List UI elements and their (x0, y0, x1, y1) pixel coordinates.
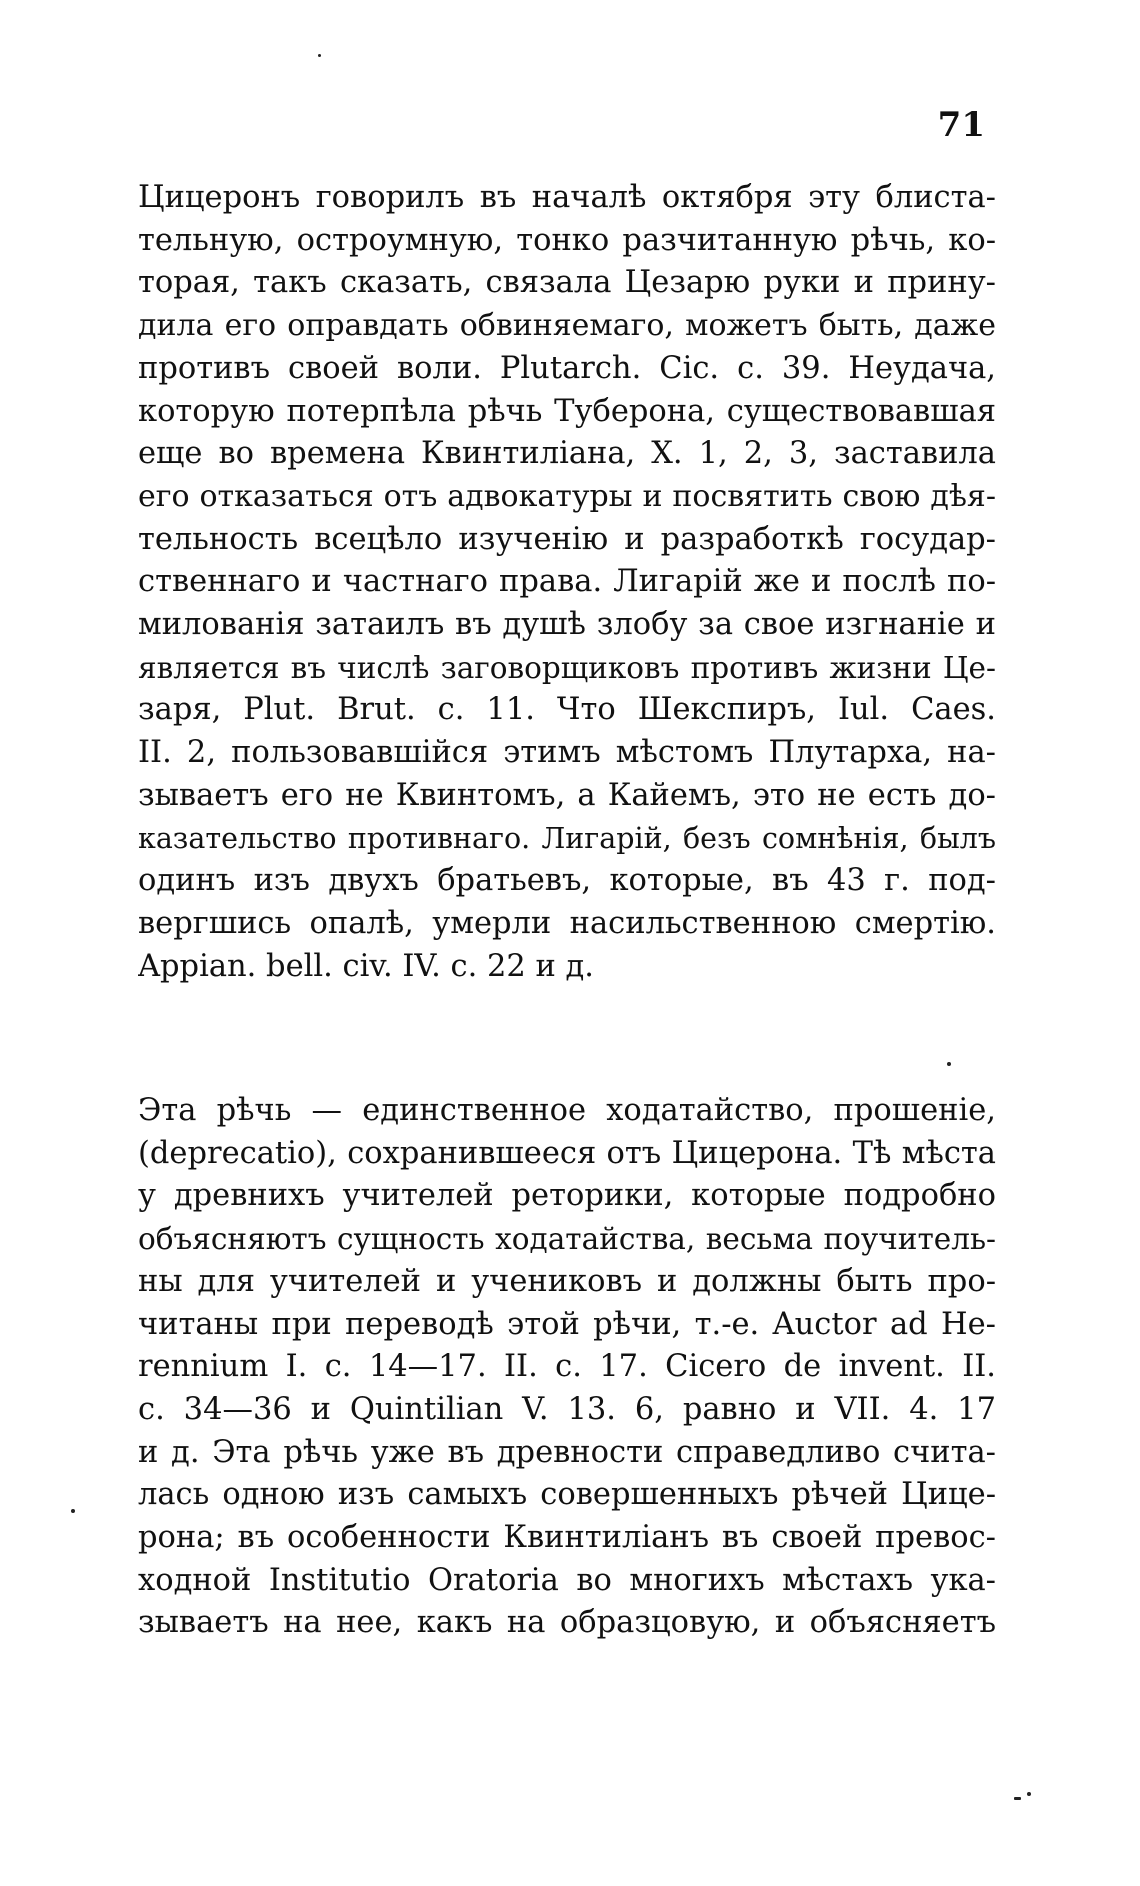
text-line: вергшись опалѣ, умерли насильственною смертію. (138, 905, 996, 941)
scan-speck (947, 1062, 951, 1066)
scan-speck (71, 1509, 75, 1513)
text-line: которую потерпѣла рѣчь Туберона, существовавшая (138, 393, 996, 429)
text-line: милованія затаилъ въ душѣ злобу за свое изгнаніе и (138, 607, 996, 643)
scan-speck (1027, 1792, 1031, 1796)
text-line: ны для учителей и учениковъ и должны быть про- (138, 1263, 996, 1299)
text-line: еще во времена Квинтиліана, X. 1, 2, 3, заставила (138, 436, 996, 472)
text-line: II. 2, пользовавшійся этимъ мѣстомъ Плутарха, на- (138, 735, 996, 771)
text-line: c. 34—36 и Quintilian V. 13. 6, равно и VII. 4. 17 (138, 1391, 996, 1427)
text-line: является въ числѣ заговорщиковъ противъ жизни Це- (138, 650, 996, 685)
page-number: 71 (937, 105, 985, 145)
text-line: Эта рѣчь — единственное ходатайство, прошеніе, (138, 1093, 996, 1128)
paragraph-1 (138, 177, 996, 988)
text-line: казательство противнаго. Лигарій, безъ сомнѣнія, былъ (138, 821, 996, 855)
text-line: тельную, остроумную, тонко разчитанную рѣчь, ко- (138, 222, 996, 258)
text-line: ственнаго и частнаго права. Лигарій же и послѣ по- (138, 564, 996, 600)
text-line: одинъ изъ двухъ братьевъ, которые, въ 43 г. под- (138, 863, 996, 899)
scan-speck (318, 54, 321, 57)
text-line: зываетъ его не Квинтомъ, а Кайемъ, это не есть до- (138, 777, 996, 813)
text-line: rennium I. c. 14—17. II. c. 17. Cicero de invent. II. (138, 1349, 996, 1385)
text-line: у древнихъ учителей реторики, которые подробно (138, 1178, 996, 1214)
scan-speck (1014, 1797, 1021, 1800)
text-line: противъ своей воли. Plutarch. Cic. c. 39. Неудача, (138, 350, 996, 386)
paragraph-2 (138, 1090, 996, 1645)
text-line: объясняютъ сущность ходатайства, весьма поучитель- (138, 1222, 996, 1257)
text-line: (deprecatio), сохранившееся отъ Цицерона. Тѣ мѣста (138, 1135, 996, 1171)
text-line: зываетъ на нее, какъ на образцовую, и объясняетъ (138, 1605, 996, 1641)
text-line: и д. Эта рѣчь уже въ древности справедливо счита- (138, 1434, 996, 1470)
text-line: Appian. bell. civ. IV. c. 22 и д. (138, 948, 594, 984)
text-line: заря, Plut. Brut. c. 11. Что Шекспиръ, Iul. Caes. (138, 692, 996, 728)
text-line: Цицеронъ говорилъ въ началѣ октября эту блиста- (138, 180, 996, 215)
text-line: читаны при переводѣ этой рѣчи, т.-е. Auctor ad He- (138, 1306, 996, 1342)
text-line: торая, такъ сказать, связала Цезарю руки и прину- (138, 265, 996, 301)
text-line: рона; въ особенности Квинтиліанъ въ своей превос- (138, 1520, 996, 1556)
text-line: лась одною изъ самыхъ совершенныхъ рѣчей Цице- (138, 1477, 996, 1513)
text-line: ходной Institutio Oratoria во многихъ мѣстахъ ука- (138, 1562, 996, 1598)
text-line: его отказаться отъ адвокатуры и посвятить свою дѣя- (138, 478, 996, 514)
text-line: дила его оправдать обвиняемаго, можетъ быть, даже (138, 308, 996, 344)
text-line: тельность всецѣло изученію и разработкѣ государ- (138, 521, 996, 557)
